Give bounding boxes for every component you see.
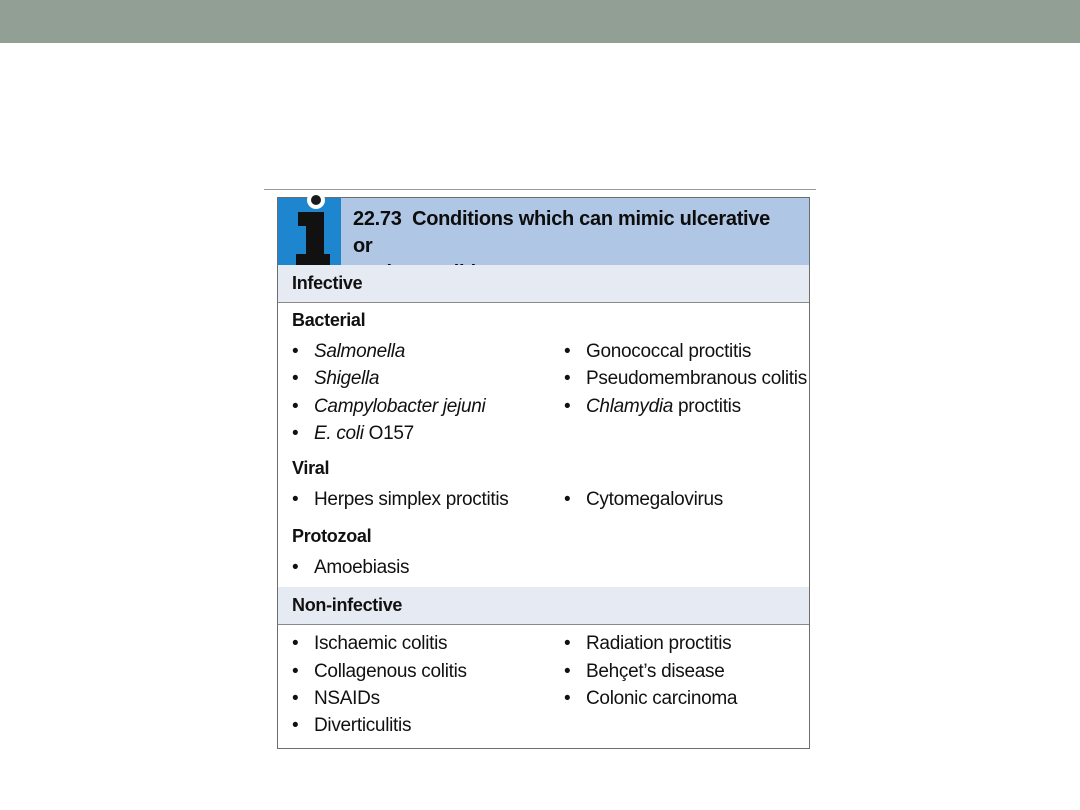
- list-item: • Diverticulitis: [292, 715, 412, 736]
- divider-line: [264, 189, 816, 190]
- list-item: • Cytomegalovirus: [564, 489, 723, 510]
- list-item: • Amoebiasis: [292, 557, 410, 578]
- list-item: • Campylobacter jejuni: [292, 396, 486, 417]
- table-number: 22.73: [353, 208, 402, 230]
- list-item: • Radiation proctitis: [564, 633, 732, 654]
- list-item: • Herpes simplex proctitis: [292, 489, 509, 510]
- list-item: • Shigella: [292, 368, 380, 389]
- top-bar: [0, 0, 1080, 43]
- noninfective-label: Non-infective: [292, 595, 403, 615]
- list-item: • Behçet’s disease: [564, 661, 725, 682]
- noninfective-band: [278, 587, 809, 625]
- protozoal-heading: Protozoal: [292, 526, 372, 546]
- list-item: • Gonococcal proctitis: [564, 341, 752, 362]
- infective-label: Infective: [292, 273, 363, 293]
- list-item: • Chlamydia proctitis: [564, 396, 741, 417]
- list-item: • Pseudomembranous colitis: [564, 368, 807, 389]
- list-item: • E. coli O157: [292, 423, 414, 444]
- list-item: • Salmonella: [292, 341, 405, 362]
- list-item: • Ischaemic colitis: [292, 633, 448, 654]
- title-line1: Conditions which can mimic ulcerative or: [353, 208, 770, 257]
- infective-band: [278, 265, 809, 303]
- list-item: • NSAIDs: [292, 688, 380, 709]
- viral-heading: Viral: [292, 458, 330, 478]
- bacterial-heading: Bacterial: [292, 310, 366, 330]
- list-item: • Colonic carcinoma: [564, 688, 738, 709]
- info-icon: [278, 198, 341, 265]
- table-header: [278, 198, 809, 265]
- info-table: [277, 197, 810, 749]
- list-item: • Collagenous colitis: [292, 661, 467, 682]
